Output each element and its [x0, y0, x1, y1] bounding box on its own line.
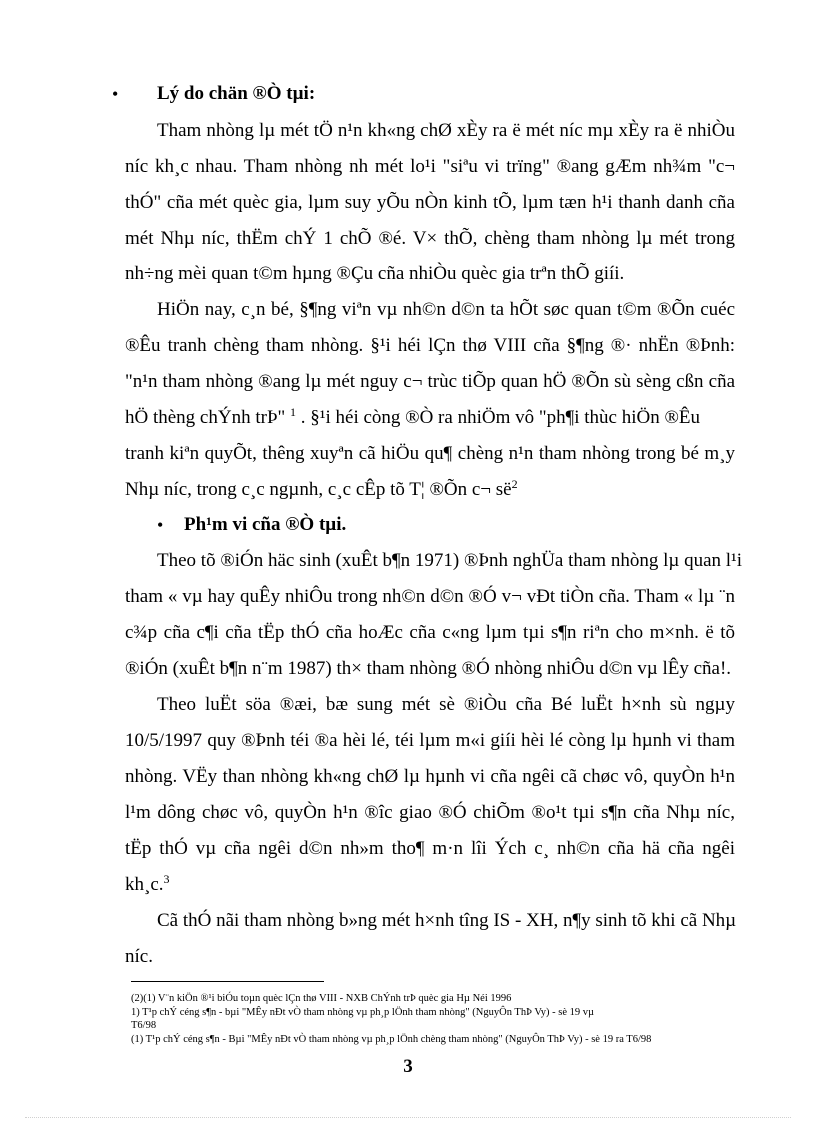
paragraph-line: tham « vµ hay quÊy nhiÔu trong nh©n d©n ®Ó v¬ vÐt tiÒn cña. Tham « lµ ¨n: [125, 586, 735, 607]
paragraph-line: Theo tõ ®iÓn häc sinh (xuÊt b¶n 1971) ®Þnh nghÜa tham nhòng lµ quan l¹i: [157, 550, 743, 571]
paragraph-line: nhòng. VËy than nhòng kh«ng chØ lµ hµnh vi cña ngêi cã chøc vô, quyÒn h¹n: [125, 766, 735, 787]
paragraph-line: tËp thÓ vµ cña ngêi d©n nh»m tho¶ m·n lîi Ých c¸ nh©n cña hä cña ngêi: [125, 838, 735, 859]
paragraph-text: kh¸c.: [125, 874, 164, 895]
paragraph-line: nh÷ng mèi quan t©m hµng ®Çu cña nhiÒu quèc gia trªn thÕ giíi.: [125, 263, 625, 284]
footnote-separator: [131, 981, 324, 982]
paragraph-line: níc.: [125, 946, 153, 967]
paragraph-text: . §¹i héi còng ®Ò ra nhiÖm vô "ph¶i thùc hiÖn ®Êu: [300, 407, 700, 428]
paragraph-line: níc kh¸c nhau. Tham nhòng nh mét lo¹i "siªu vi trïng" ®ang gÆm nh¾m "c¬: [125, 156, 735, 177]
paragraph-line: thÓ" cña mét quèc gia, lµm suy yÕu nÒn kinh tÕ, lµm tæn h¹i thanh danh cña: [125, 192, 735, 213]
page-edge-divider: [25, 1117, 791, 1118]
paragraph-line: Tham nhòng lµ mét tÖ n¹n kh«ng chØ xÈy ra ë mét níc mµ xÈy ra ë nhiÒu: [157, 120, 735, 141]
paragraph-line: c¾p cña c¶i cña tËp thÓ cña hoÆc cña c«ng lµm tµi s¶n riªn cho m×nh. ë tõ: [125, 622, 735, 643]
paragraph-line: HiÖn nay, c¸n bé, §¶ng viªn vµ nh©n d©n ta hÕt søc quan t©m ®Õn cuéc: [157, 299, 735, 320]
footnote: (1) T¹p chÝ céng s¶n - Bµi "MÊy nÐt vÒ tham nhòng vµ ph¸p lÖnh chèng tham nhòng" (NguyÔn ThÞ Vy) - sè 19 ra T6/98: [131, 1034, 652, 1045]
paragraph-line: [125, 873, 735, 897]
paragraph-line: [125, 478, 735, 502]
section-heading-reason: Lý do chän ®Ò tµi:: [157, 83, 316, 104]
paragraph-line: ®Êu tranh chèng tham nhòng. §¹i héi lÇn thø VIII cña §¶ng ®· nhËn ®Þnh:: [125, 335, 735, 356]
paragraph-line: l¹m dông chøc vô, quyÒn h¹n ®îc giao ®Ó chiÕm ®o¹t tµi s¶n cña Nhµ níc,: [125, 802, 735, 823]
bullet-icon: •: [157, 515, 164, 535]
footnote: 1) T¹p chÝ céng s¶n - bµi "MÊy nÐt vÒ tham nhòng vµ ph¸p lÖnh tham nhòng" (NguyÔn ThÞ Vy) - sè 19 vµ: [131, 1007, 595, 1018]
paragraph-text: hÖ thèng chÝnh trÞ": [125, 407, 286, 428]
paragraph-line: tranh kiªn quyÕt, thêng xuyªn cã hiÖu qu¶ chèng n¹n tham nhòng trong bé m¸y: [125, 443, 735, 464]
paragraph-line: ®iÓn (xuÊt b¶n n¨m 1987) th× tham nhòng ®Ó nhòng nhiÔu d©n vµ lÊy cña!.: [125, 658, 732, 679]
paragraph-line: [125, 406, 735, 430]
section-heading-scope: Ph¹m vi cña ®Ò tµi.: [184, 514, 347, 535]
footnote-ref: 3: [163, 872, 170, 886]
paragraph-line: Theo luËt söa ®æi, bæ sung mét sè ®iÒu cña Bé luËt h×nh sù ngµy: [157, 694, 735, 715]
footnote-ref: 1: [290, 405, 297, 419]
footnote: T6/98: [131, 1020, 157, 1031]
footnote-ref: 2: [511, 477, 518, 491]
paragraph-line: 10/5/1997 quy ®Þnh téi ®a hèi lé, téi lµm m«i giíi hèi lé còng lµ hµnh vi tham: [125, 730, 735, 751]
paragraph-text: Nhµ níc, trong c¸c ngµnh, c¸c cÊp tõ T¦ ®Õn c¬ së: [125, 479, 512, 500]
paragraph-line: Cã thÓ nãi tham nhòng b»ng mét h×nh tîng IS - XH, n¶y sinh tõ khi cã Nhµ: [157, 910, 737, 931]
page-number: 3: [403, 1056, 413, 1077]
paragraph-line: "n¹n tham nhòng ®ang lµ mét nguy c¬ trùc tiÕp quan hÖ ®Õn sù sèng cßn cña: [125, 371, 735, 392]
bullet-icon: •: [112, 84, 119, 104]
footnote: (2)(1) V¨n kiÖn ®¹i biÓu toµn quèc lÇn thø VIII - NXB ChÝnh trÞ quèc gia Hµ Néi 1996: [131, 993, 512, 1004]
paragraph-line: mét Nhµ níc, thËm chÝ 1 chÕ ®é. V× thÕ, chèng tham nhòng lµ mét trong: [125, 228, 735, 249]
